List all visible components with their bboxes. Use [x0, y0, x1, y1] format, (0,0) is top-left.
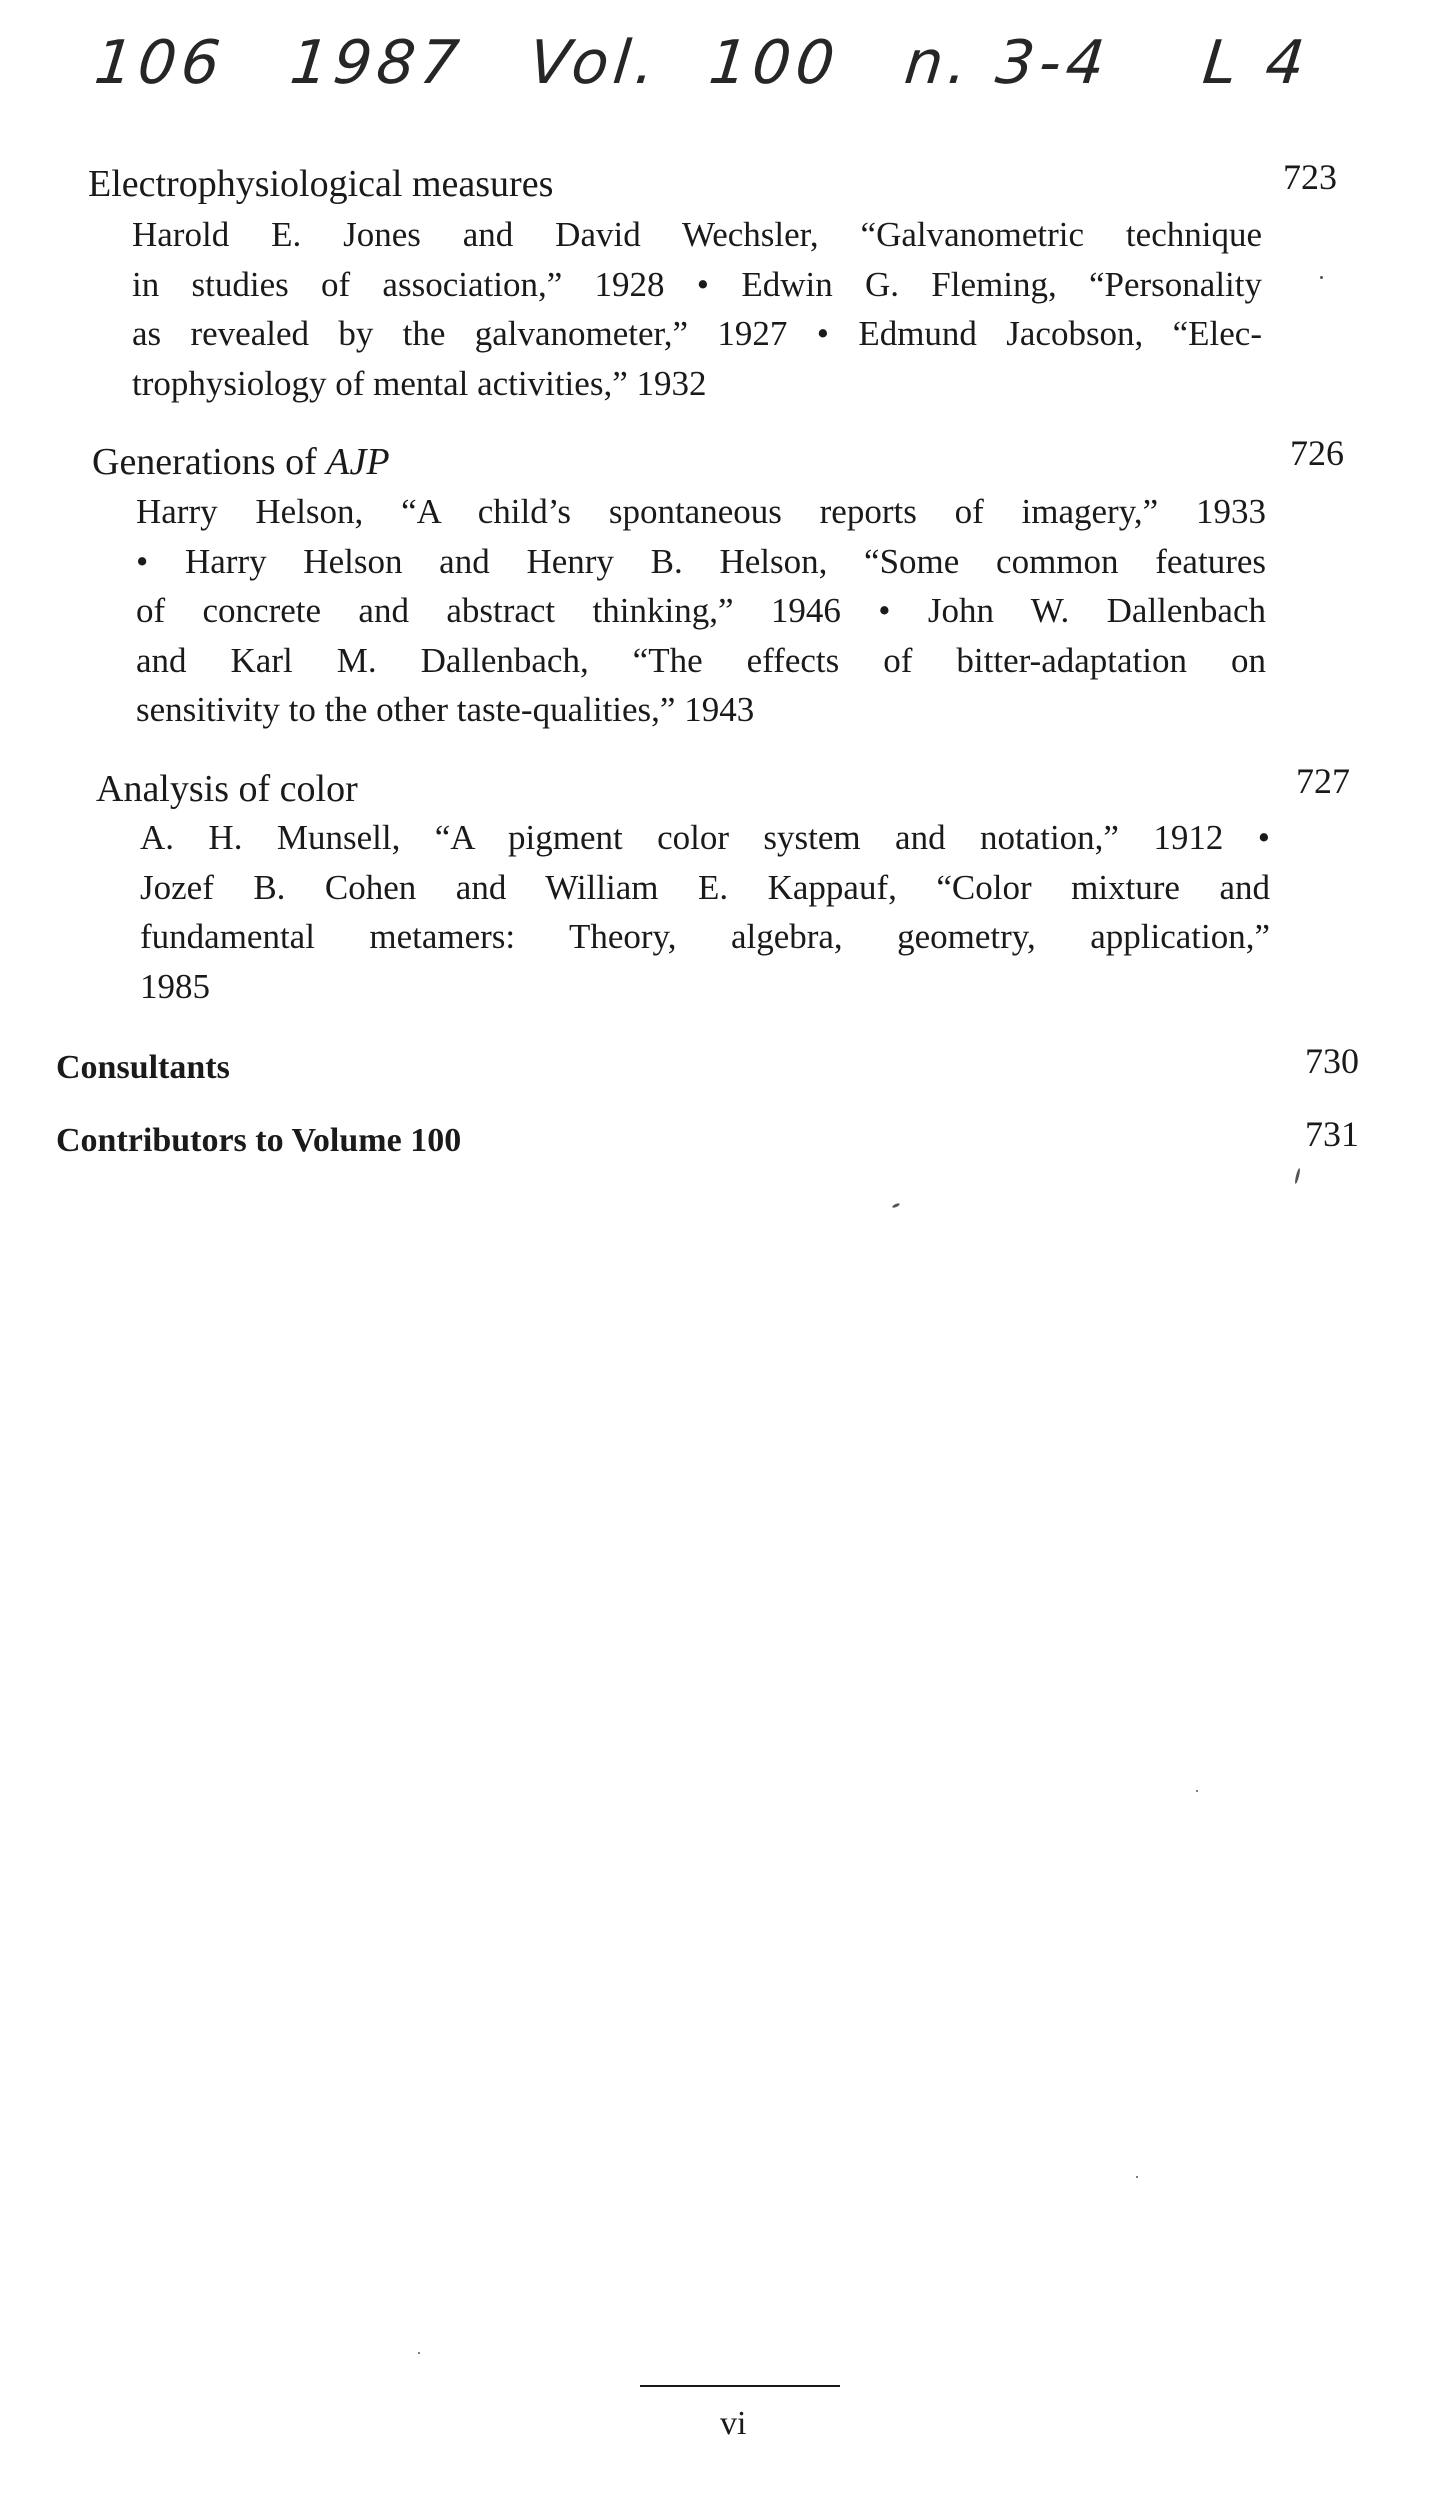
entry-title-text: Analysis of color	[96, 768, 358, 810]
footer-rule	[640, 2385, 840, 2387]
entry-citations	[136, 487, 1266, 735]
entry-citations	[132, 210, 1262, 408]
scan-speck	[892, 1202, 901, 1208]
entry-page-number: 723	[1283, 157, 1337, 197]
scan-speck	[1320, 276, 1323, 279]
entry-title-text: Generations of	[92, 441, 327, 483]
citation-line: Jozef B. Cohen and William E. Kappauf, “Color mixture and	[140, 867, 1270, 907]
section-page-number: 731	[1305, 1114, 1359, 1154]
citation-line: as revealed by the galvanometer,” 1927 • Edmund Jacobson, “Elec-	[132, 314, 1262, 354]
entry-title	[96, 767, 358, 811]
citation-line: trophysiology of mental activities,” 1932	[132, 363, 707, 403]
citation-line: Harold E. Jones and David Wechsler, “Galvanometric technique	[132, 215, 1262, 254]
citation-line: Harry Helson, “A child’s spontaneous reports of imagery,” 1933	[136, 492, 1266, 531]
entry-title	[88, 162, 553, 206]
citation-line: A. H. Munsell, “A pigment color system and notation,” 1912 •	[140, 818, 1270, 857]
citation-line: in studies of association,” 1928 • Edwin G. Fleming, “Personality	[132, 264, 1262, 304]
entry-title-text: Electrophysiological measures	[88, 163, 554, 205]
entry-page-number: 726	[1290, 433, 1344, 473]
entry-title-italic: AJP	[326, 441, 390, 483]
scan-speck	[1294, 1168, 1301, 1184]
entry-citations	[140, 813, 1270, 1011]
section-title-consultants: Consultants	[56, 1049, 230, 1086]
entry-title	[92, 440, 390, 484]
handwritten-year: 1987	[286, 28, 467, 98]
section-page-number: 730	[1305, 1041, 1359, 1081]
citation-line: fundamental metamers: Theory, algebra, geometry, application,”	[140, 917, 1270, 957]
handwritten-annotation	[91, 28, 1313, 98]
entry-page-number: 727	[1296, 761, 1350, 801]
scan-speck	[1136, 2176, 1138, 2178]
page-folio: vi	[720, 2405, 747, 2442]
handwritten-issue: n. 3-4	[901, 28, 1113, 98]
handwritten-shelf: L 4	[1199, 28, 1313, 98]
citation-line: of concrete and abstract thinking,” 1946 • John W. Dallenbach	[136, 591, 1266, 631]
section-title-contributors: Contributors to Volume 100	[56, 1122, 462, 1159]
citation-line: • Harry Helson and Henry B. Helson, “Some common features	[136, 541, 1266, 581]
citation-line: and Karl M. Dallenbach, “The effects of bitter-adaptation on	[136, 640, 1266, 680]
citation-line: sensitivity to the other taste-qualities,” 1943	[136, 690, 755, 730]
handwritten-vol: Vol.	[525, 28, 664, 98]
handwritten-number: 106	[91, 28, 229, 98]
scan-speck	[418, 2352, 420, 2354]
scan-speck	[1196, 1790, 1198, 1792]
citation-line: 1985	[140, 966, 210, 1006]
handwritten-vol-number: 100	[705, 28, 843, 98]
